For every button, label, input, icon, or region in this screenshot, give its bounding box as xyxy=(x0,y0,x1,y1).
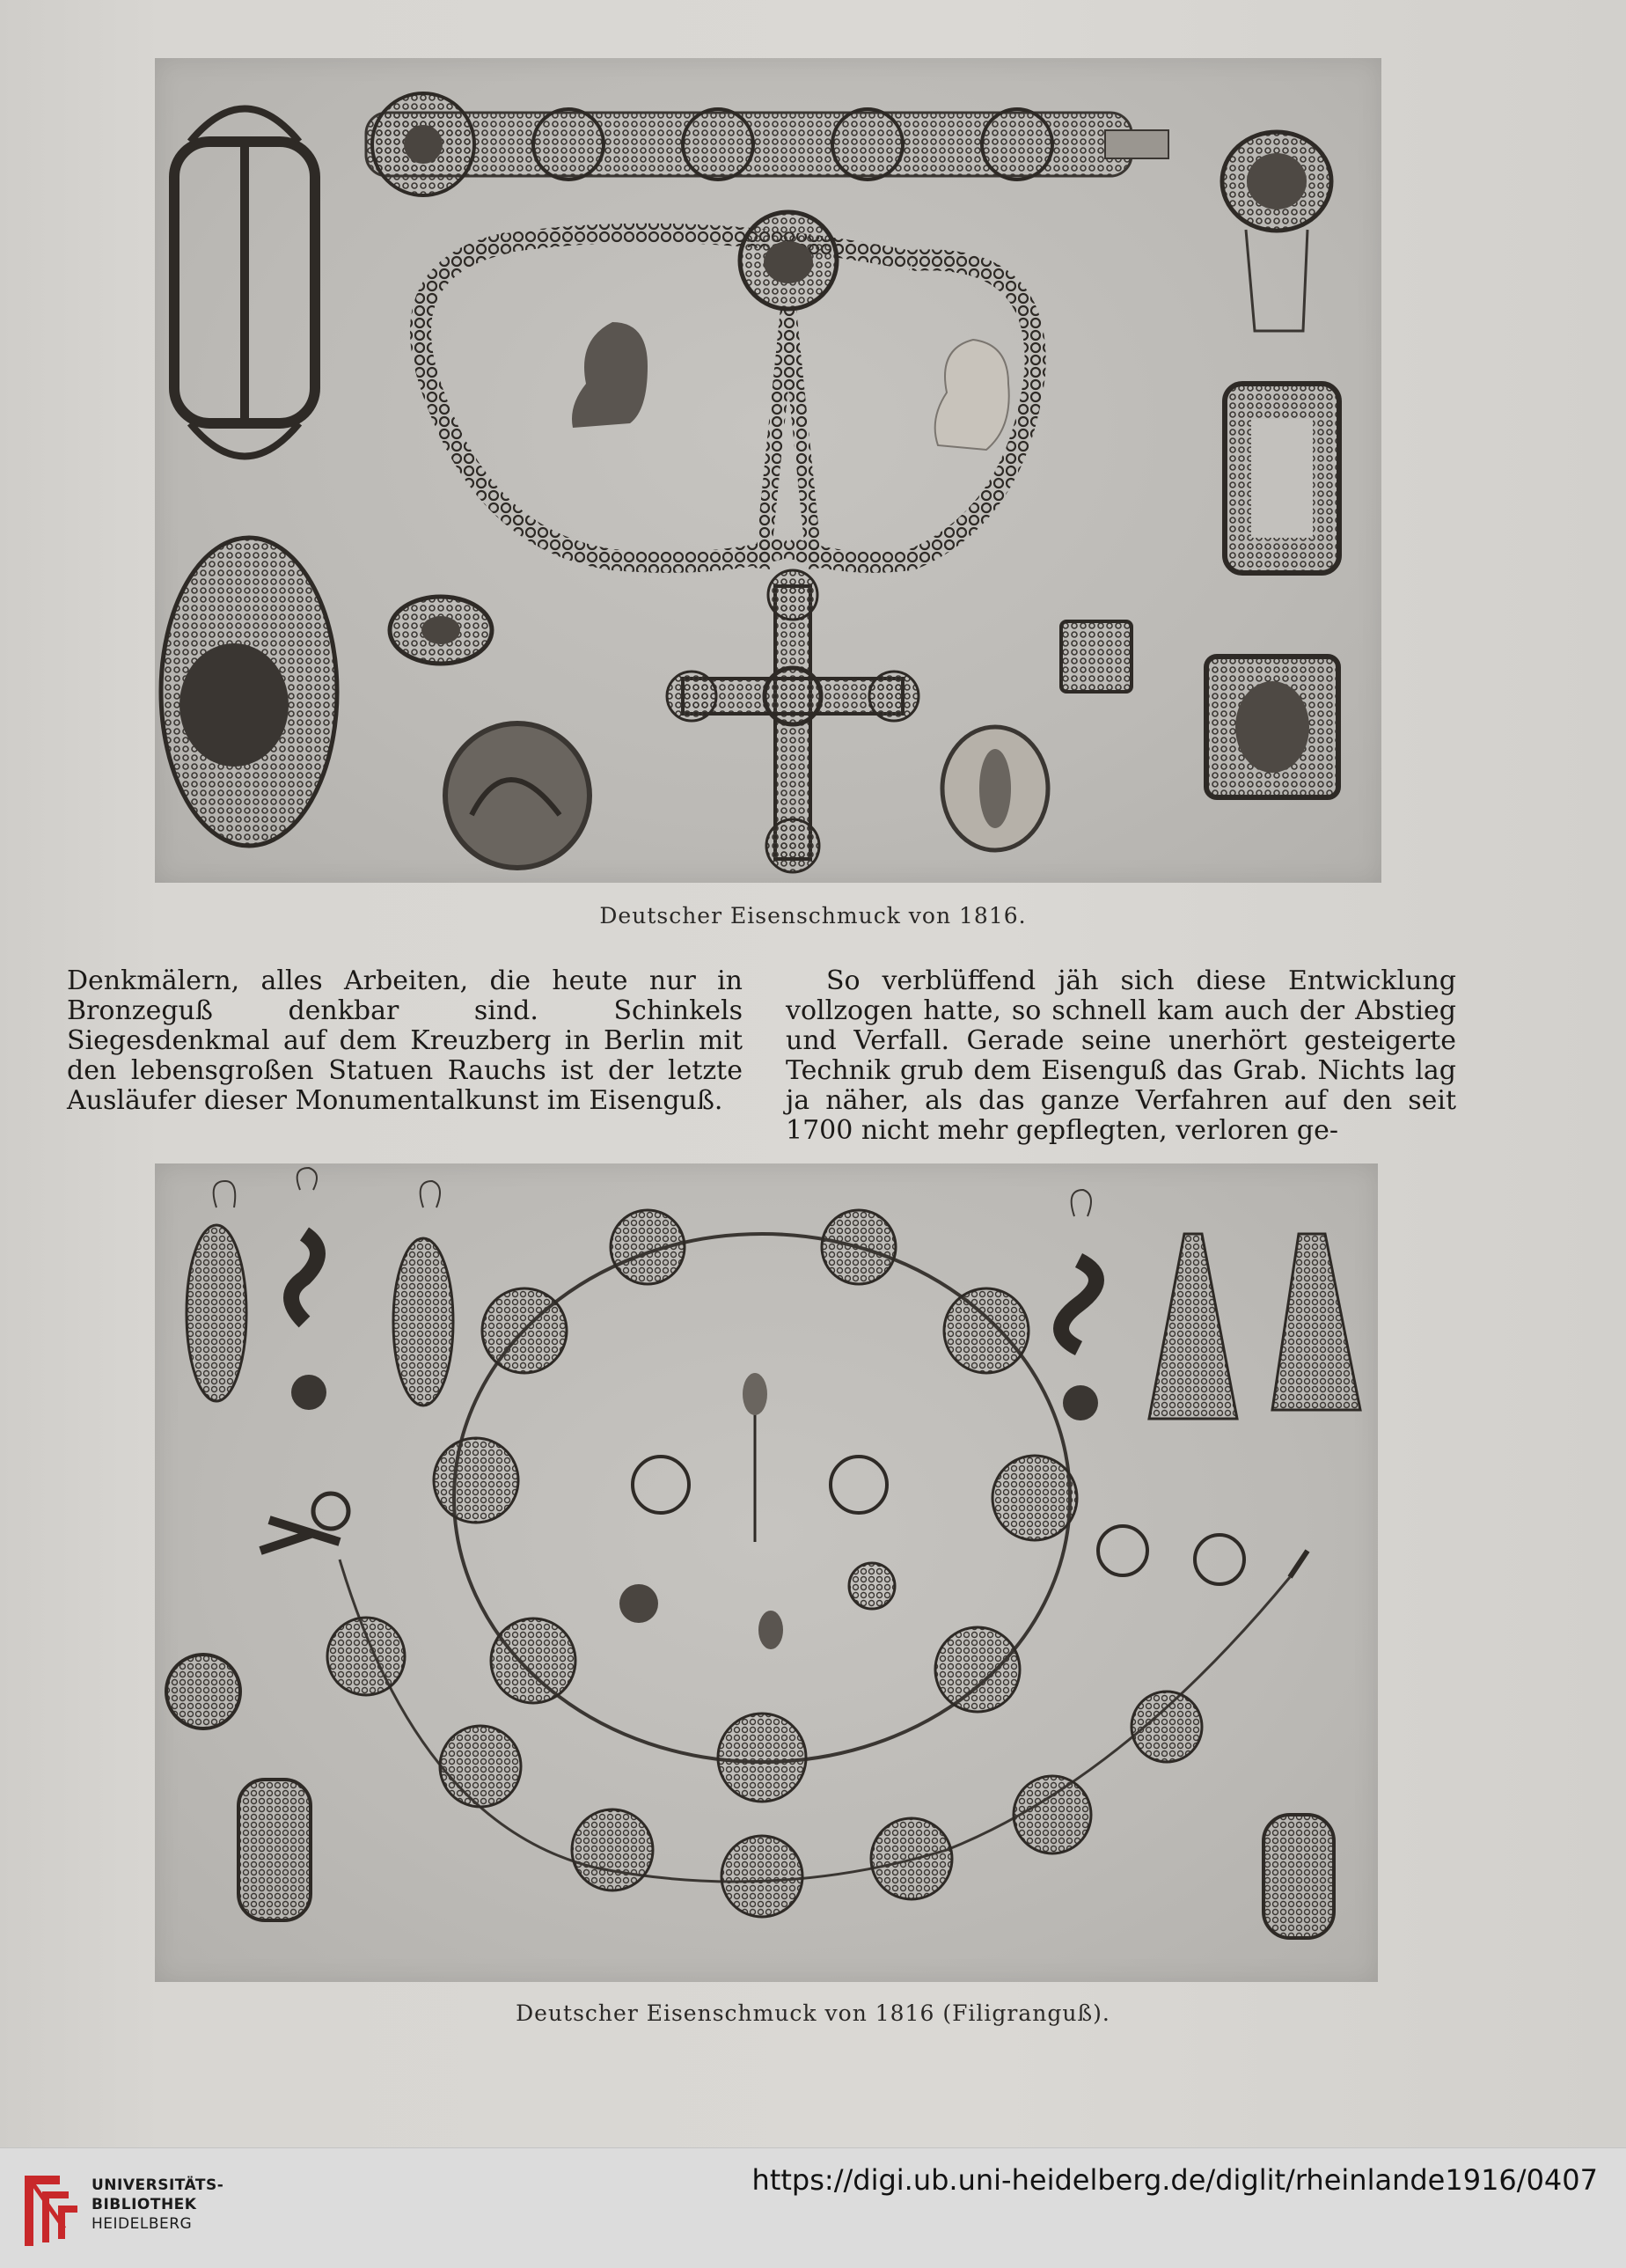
round-medallion xyxy=(445,723,590,868)
left-text-column xyxy=(67,966,743,1116)
small-earring-pair xyxy=(1098,1526,1244,1584)
source-url-link[interactable]: https://digi.ub.uni-heidelberg.de/diglit/rheinlande1916/0407 xyxy=(751,2163,1598,2197)
center-pieces xyxy=(619,1373,895,1649)
bottom-jewelry-illustration xyxy=(155,1163,1378,1982)
cameo-buckle xyxy=(1206,657,1338,797)
small-oval-brooch xyxy=(390,597,492,664)
chain-necklace xyxy=(421,212,1036,569)
top-plate-caption: Deutscher Eisenschmuck von 1816. xyxy=(599,903,1027,928)
cameo-clip-brooch xyxy=(1222,132,1331,331)
logo-line-1: UNIVERSITÄTS- xyxy=(92,2176,224,2194)
leaf-chain-bracelet xyxy=(260,1494,1307,1917)
top-jewelry-illustration xyxy=(155,58,1381,883)
small-square-ornament xyxy=(1061,621,1132,692)
left-paragraph: Denkmälern, alles Arbeiten, die heute nur in Bronzeguß denkbar sind. Schinkels Siegesdenkmal auf dem Kreuzberg in Berlin mit den lebensgroßen Statuen Rauchs ist der letzte Ausläufer dieser Monumentalkunst im Eisenguß. xyxy=(67,965,743,1116)
filigree-cross xyxy=(667,570,919,872)
library-logo-icon xyxy=(16,2167,86,2251)
right-buckle xyxy=(1225,384,1339,573)
bottom-jewelry-plate xyxy=(155,1163,1378,1982)
bottom-plate-caption: Deutscher Eisenschmuck von 1816 (Filigranguß). xyxy=(516,2000,1110,2026)
earrings-left xyxy=(187,1168,453,1410)
earrings-right xyxy=(1061,1190,1360,1420)
top-jewelry-plate xyxy=(155,58,1381,883)
library-logo-text xyxy=(92,2176,223,2234)
right-paragraph: So verblüffend jäh sich diese Entwicklung vollzogen hatte, so schnell kam auch der Abstieg und Verfall. Gerade seine unerhört gesteigerte Technik grub dem Eisenguß das Grab. Nichts lag ja näher, als das ganze Verfahren auf den seit 1700 nicht mehr gepflegten, verloren ge- xyxy=(786,965,1456,1146)
right-text-column xyxy=(786,966,1456,1146)
logo-line-2: BIBLIOTHEK xyxy=(92,2196,197,2213)
filigree-bracelet xyxy=(366,93,1168,195)
oval-medallion xyxy=(942,727,1048,850)
tall-buckle xyxy=(174,109,315,457)
logo-line-3: HEIDELBERG xyxy=(92,2215,193,2233)
large-filigree-brooch xyxy=(161,538,337,846)
